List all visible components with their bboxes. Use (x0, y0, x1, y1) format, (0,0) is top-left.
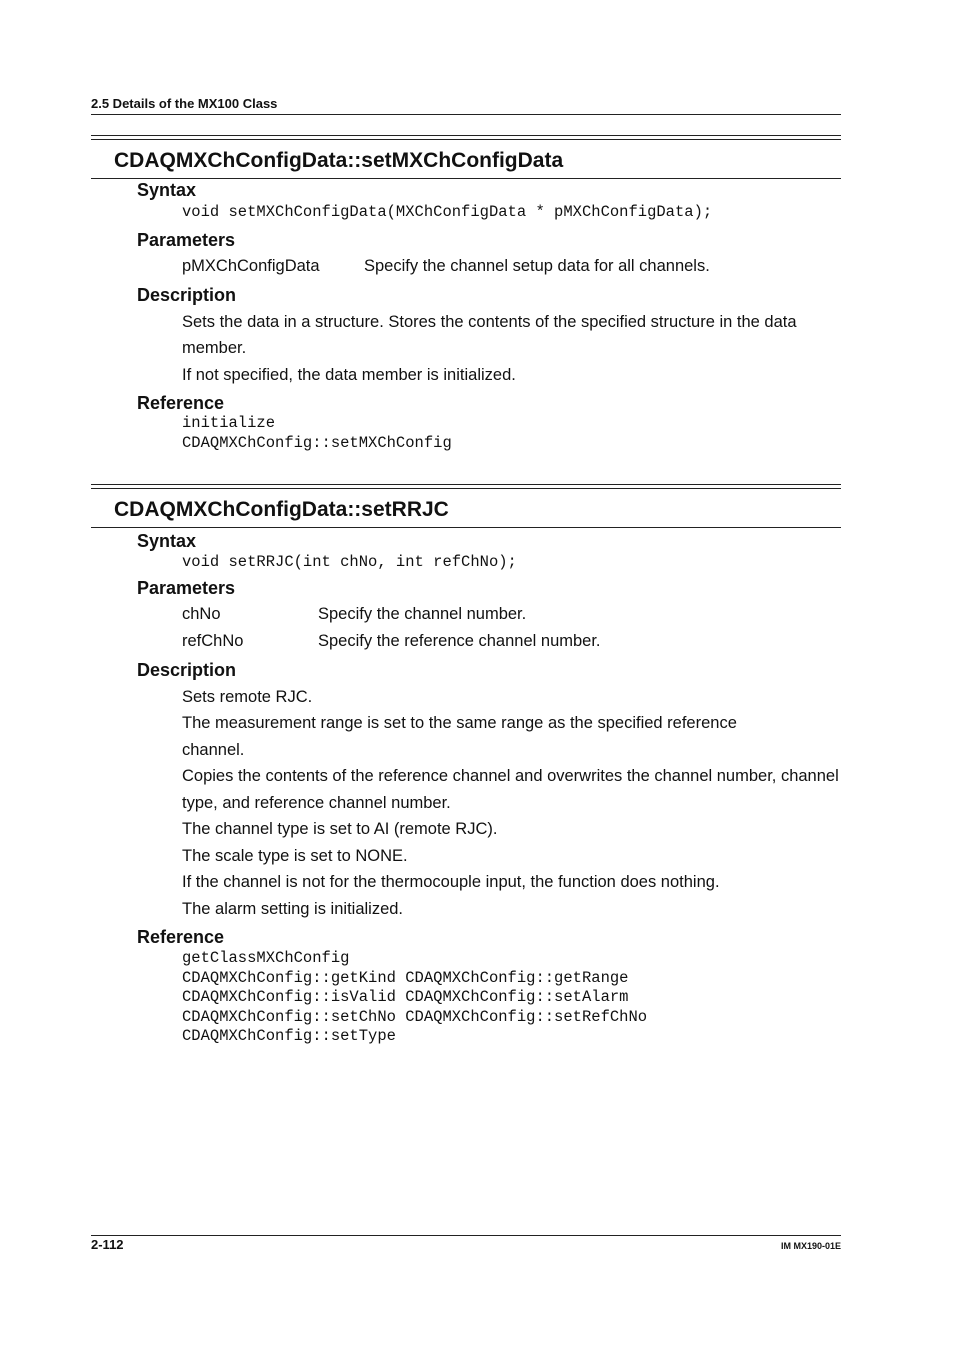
syntax-heading: Syntax (137, 180, 197, 200)
section-title: CDAQMXChConfigData::setMXChConfigData (114, 149, 564, 172)
section-setmxchconfigdata (91, 135, 841, 453)
section-rule-bottom (91, 527, 841, 528)
section-setrrjc (91, 484, 841, 1047)
description-heading: Description (137, 284, 237, 305)
section-title: CDAQMXChConfigData::setRRJC (114, 498, 449, 521)
syntax-heading: Syntax (137, 531, 197, 551)
parameters-heading: Parameters (137, 577, 236, 598)
parameter-name: chNo (182, 604, 221, 623)
reference-item: CDAQMXChConfig::isValid CDAQMXChConfig::setAlarm (182, 988, 629, 1006)
section-rule-top (91, 484, 841, 489)
reference-item: CDAQMXChConfig::setChNo CDAQMXChConfig::setRefChNo (182, 1007, 648, 1026)
parameter-row (182, 601, 841, 628)
syntax-code: void setMXChConfigData(MXChConfigData * pMXChConfigData); (182, 203, 713, 221)
reference-item: CDAQMXChConfig::getKind CDAQMXChConfig::getRange (182, 968, 629, 987)
running-head-rule (91, 114, 841, 115)
description-heading: Description (137, 659, 237, 680)
parameters-heading: Parameters (137, 229, 236, 250)
description-paragraph: Sets the data in a structure. Stores the contents of the specified structure in the data member. (182, 312, 797, 357)
parameter-desc: Specify the channel number. (318, 604, 527, 623)
description-paragraph: The channel type is set to AI (remote RJC). (182, 820, 498, 838)
reference-item: CDAQMXChConfig::setType (182, 1027, 396, 1045)
running-head: 2.5 Details of the MX100 Class (91, 96, 278, 111)
parameter-desc: Specify the channel setup data for all channels. (364, 256, 710, 275)
reference-item: CDAQMXChConfig::setMXChConfig (182, 433, 452, 452)
section-rule-top (91, 135, 841, 140)
description-paragraph: If not specified, the data member is initialized. (182, 365, 516, 384)
parameter-row (182, 253, 841, 280)
parameter-desc: Specify the reference channel number. (318, 631, 601, 650)
document-id: IM MX190-01E (780, 1241, 841, 1251)
description-paragraph: Sets remote RJC. (182, 687, 313, 706)
reference-heading: Reference (137, 927, 225, 947)
description-paragraph: If the channel is not for the thermocouple input, the function does nothing. (182, 873, 720, 891)
description-paragraph: The measurement range is set to the same range as the specified reference channel. (182, 714, 737, 759)
description-paragraph: The alarm setting is initialized. (182, 899, 404, 918)
description-paragraph: Copies the contents of the reference channel and overwrites the channel number, channel type, and reference channel number. (182, 767, 839, 812)
page-number: 2-112 (91, 1237, 124, 1252)
footer-rule (91, 1235, 841, 1236)
parameter-row (182, 628, 841, 655)
parameter-name: pMXChConfigData (182, 256, 320, 275)
reference-item: initialize (182, 414, 276, 432)
reference-heading: Reference (137, 393, 225, 413)
parameter-name: refChNo (182, 631, 244, 650)
description-paragraph: The scale type is set to NONE. (182, 846, 408, 865)
reference-item: getClassMXChConfig (182, 949, 350, 967)
syntax-code: void setRRJC(int chNo, int refChNo); (182, 553, 517, 571)
manual-page (91, 0, 841, 1351)
